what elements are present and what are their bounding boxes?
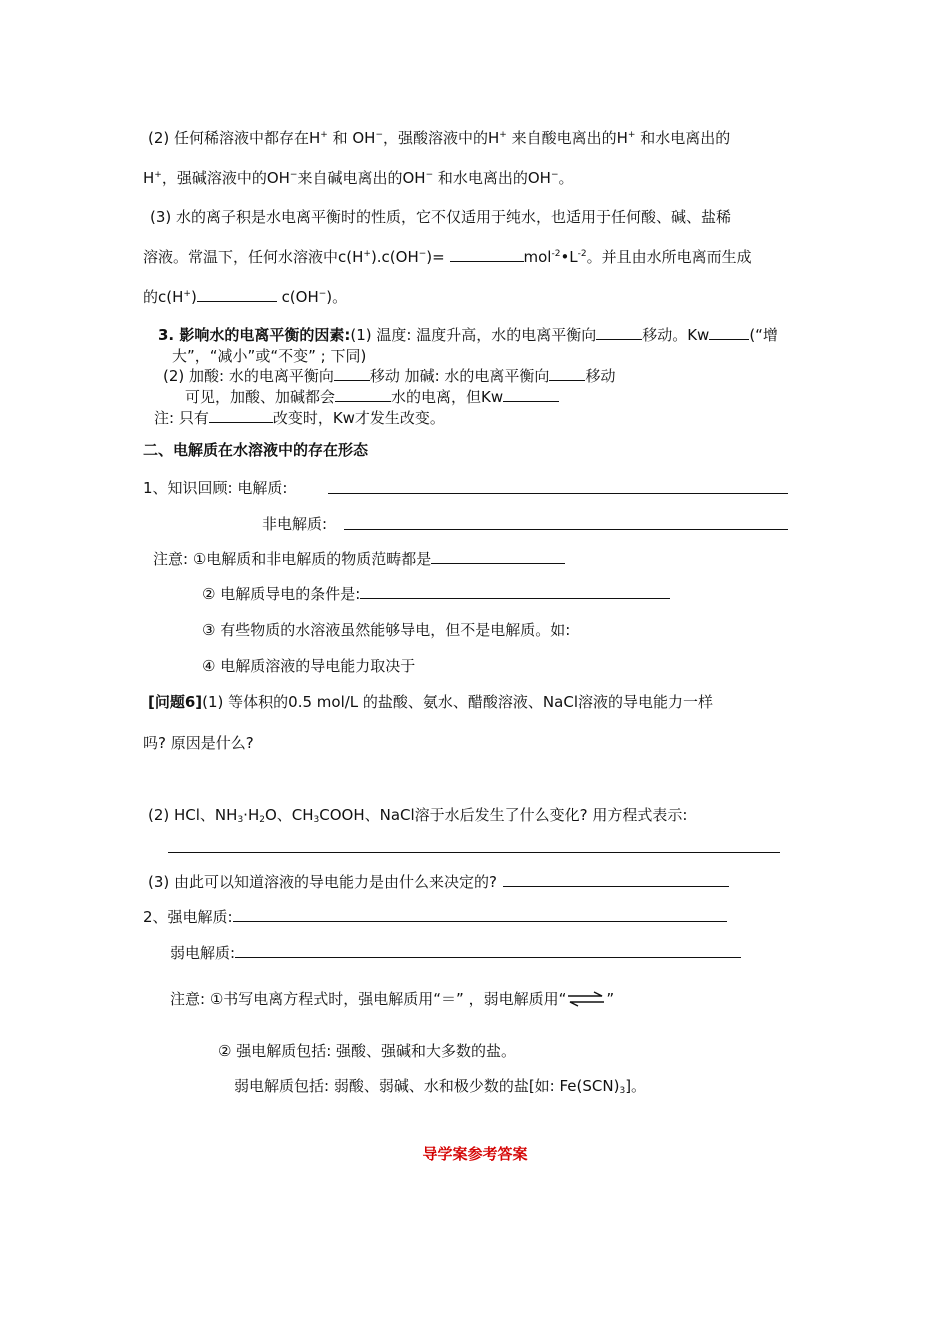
text: 移动。Kw [642, 326, 710, 344]
text: (3) 由此可以知道溶液的导电能力是由什么来决定的? [148, 873, 497, 891]
text: ) [190, 288, 197, 306]
text: ② 电解质导电的条件是: [202, 585, 361, 603]
note-weak-includes [234, 1076, 646, 1096]
factors-line1 [158, 325, 778, 345]
sub: 3 [313, 815, 320, 825]
text: ，强碱溶液中的OH [161, 169, 290, 187]
text: O、CH [264, 806, 314, 824]
answer-line[interactable] [344, 529, 788, 530]
blank[interactable] [596, 325, 642, 340]
blank[interactable] [709, 325, 749, 340]
text: 水的电离，但Kw [391, 388, 504, 406]
blank[interactable] [197, 287, 277, 302]
sup: + [363, 249, 371, 259]
factors-heading: 3. 影响水的电离平衡的因素: [158, 326, 351, 344]
text: 的c(H [143, 288, 184, 306]
text: 和水电离出的OH [433, 169, 551, 187]
text: 弱电解质包括: 弱酸、弱碱、水和极少数的盐[如: Fe(SCN) [234, 1077, 620, 1095]
question-6-part2 [148, 805, 687, 825]
question-6-line1 [148, 692, 713, 712]
blank[interactable] [233, 907, 727, 922]
text: (1) 温度: 温度升高，水的电离平衡向 [350, 326, 597, 344]
text: ，强酸溶液中的H [383, 129, 500, 147]
text: 注意: ①书写电离方程式时，强电解质用“＝” ，弱电解质用“ [170, 990, 567, 1008]
text: •L [560, 248, 578, 266]
text: 和水电离出的 [635, 129, 731, 147]
blank[interactable] [335, 387, 391, 402]
note-4: ④ 电解质溶液的导电能力取决于 [202, 657, 416, 675]
weak-electrolyte [170, 943, 741, 963]
sup: + [499, 130, 507, 140]
text: 弱电解质: [170, 944, 236, 962]
sup: + [320, 130, 328, 140]
para-2-line1 [148, 128, 730, 148]
factors-line5 [154, 408, 445, 428]
text: ” [606, 990, 615, 1008]
sup: − [418, 249, 427, 259]
text: H [143, 169, 155, 187]
sup: -2 [551, 249, 561, 259]
text: (“增 [749, 326, 778, 344]
sub: 3 [237, 815, 244, 825]
text: 和 OH [327, 129, 376, 147]
sup: − [289, 170, 298, 180]
answer-line[interactable] [328, 493, 788, 494]
factors-line3 [163, 366, 615, 386]
factors-line2: 大”，“减小”或“不变” ; 下同) [172, 347, 367, 365]
text: c(OH [276, 288, 319, 306]
sup: − [550, 170, 559, 180]
question-6-line2: 吗? 原因是什么? [143, 734, 254, 752]
text: 注意: ①电解质和非电解质的物质范畴都是 [153, 550, 432, 568]
text: COOH、NaCl溶于水后发生了什么变化? 用方程式表示: [319, 806, 688, 824]
strong-electrolyte [143, 907, 727, 927]
sub: 3 [619, 1086, 626, 1096]
text: 。并且由水所电离而生成 [586, 248, 752, 266]
text: (2) 任何稀溶液中都存在H [148, 129, 321, 147]
note-3: ③ 有些物质的水溶液虽然能够导电，但不是电解质。如: [202, 621, 571, 639]
text: 来自碱电离出的OH [297, 169, 426, 187]
question-6-part3 [148, 872, 729, 892]
blank[interactable] [334, 366, 370, 381]
text: ]。 [625, 1077, 647, 1095]
recall-electrolyte: 1、知识回顾: 电解质: [143, 479, 288, 497]
para-3-line3 [143, 287, 347, 307]
blank[interactable] [503, 387, 559, 402]
sup: + [183, 289, 191, 299]
text: 注: 只有 [154, 409, 209, 427]
sup: − [375, 130, 384, 140]
text: mol [523, 248, 552, 266]
text: )。 [326, 288, 348, 306]
sub: 2 [259, 815, 265, 825]
text: (1) 等体积的0.5 mol/L 的盐酸、氨水、醋酸溶液、NaCl溶液的导电能力一样 [202, 693, 713, 711]
text: 改变时，Kw才发生改变。 [272, 409, 445, 427]
blank[interactable] [549, 366, 585, 381]
note-1 [153, 549, 565, 569]
equilibrium-arrows-icon [566, 991, 606, 1007]
blank[interactable] [360, 584, 670, 599]
para-3-line2 [143, 247, 752, 267]
answers-title: 导学案参考答案 [422, 1145, 528, 1163]
blank[interactable] [450, 247, 524, 262]
recall-nonelectrolyte: 非电解质: [262, 515, 328, 533]
para-2-line2 [143, 168, 574, 188]
answer-line[interactable] [168, 852, 780, 853]
text: 2、强电解质: [143, 908, 233, 926]
text: ).c(OH [370, 248, 419, 266]
question-label: [问题6] [148, 693, 203, 711]
text: (2) 加酸: 水的电离平衡向 [163, 367, 334, 385]
text: ·H [243, 806, 260, 824]
blank[interactable] [235, 943, 741, 958]
text: (2) HCl、NH [148, 806, 238, 824]
sup: − [425, 170, 434, 180]
para-3-line1: (3) 水的离子积是水电离平衡时的性质，它不仅适用于纯水，也适用于任何酸、碱、盐稀 [150, 208, 732, 226]
text: 。 [558, 169, 574, 187]
sup: -2 [577, 249, 587, 259]
note-ionization [170, 989, 614, 1009]
text: 溶液。常温下，任何水溶液中c(H [143, 248, 364, 266]
blank[interactable] [209, 408, 273, 423]
text: )= [426, 248, 450, 266]
factors-line4 [185, 387, 559, 407]
sup: − [318, 289, 327, 299]
text: 来自酸电离出的H [506, 129, 628, 147]
note-2 [202, 584, 670, 604]
sup: + [627, 130, 636, 140]
section-2-title: 二、电解质在水溶液中的存在形态 [143, 441, 369, 459]
note-strong-includes: ② 强电解质包括: 强酸、强碱和大多数的盐。 [218, 1042, 517, 1060]
blank[interactable] [431, 549, 565, 564]
text: 移动 加碱: 水的电离平衡向 [369, 367, 550, 385]
sup: + [154, 170, 162, 180]
text: 可见，加酸、加碱都会 [185, 388, 336, 406]
blank[interactable] [503, 872, 729, 887]
text: 移动 [585, 367, 616, 385]
